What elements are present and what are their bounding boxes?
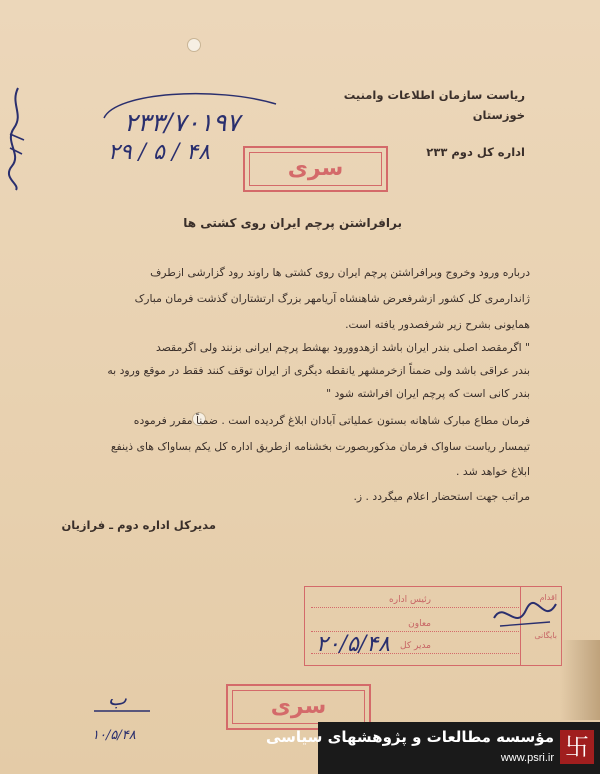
header-org: ریاست سازمان اطلاعات وامنیت [343, 88, 525, 102]
routing-label-deputy: معاون [408, 619, 431, 629]
header-province: خوزستان [472, 108, 525, 122]
watermark-url: www.psri.ir [500, 752, 554, 764]
body-line-2: ژاندارمری کل کشور ازشرفعرض شاهنشاه آریامهر بزرگ ارتشتاران گذشت فرمان مبارک [134, 292, 530, 305]
body-line-10: مراتب جهت استحضار اعلام میگردد . ز. [353, 490, 530, 503]
punch-hole-top [187, 38, 201, 52]
routing-side-archive: بایگانی [534, 631, 557, 640]
header-department: اداره کل دوم ۲۳۳ [426, 145, 525, 159]
secret-stamp-top-text: سری [287, 156, 344, 181]
initial-underline [92, 706, 152, 716]
body-line-8: تیمسار ریاست ساواک فرمان مذکوربصورت بخشنامه ازطریق اداره کل یکم بساواک های ذینفع [110, 440, 530, 453]
watermark-bar [265, 722, 600, 774]
secret-stamp-top [243, 146, 388, 192]
handwritten-date: ۲۹ / ۵ / ۴۸ [108, 140, 210, 165]
body-line-6: بندر کانی است که پرچم ایران افراشته شود " [326, 387, 530, 400]
body-line-9: ابلاغ خواهد شد . [456, 465, 530, 478]
routing-signature-scribble [490, 596, 560, 636]
handwritten-ref-number: ۲۳۳/۷۰۱۹۷ [124, 108, 240, 137]
torn-edge [560, 640, 600, 720]
subject-line: برافراشتن پرچم ایران روی کشتی ها [183, 216, 402, 230]
margin-scribble [4, 84, 30, 194]
body-line-1: درباره ورود وخروج وبرافراشتن پرچم ایران روی کشتی ها راوند رود گزارشی ازطرف [150, 266, 530, 279]
body-line-3: همایونی بشرح زیر شرفصدور یافته است. [345, 318, 530, 331]
body-line-5: بندر عراقی باشد ولی ضمناً ازخرمشهر یانقطه دیگری از ایران توقف کنند فقط در موقع ورود به [107, 364, 530, 377]
routing-handwritten-date: ۲۰/۵/۴۸ [316, 632, 390, 657]
body-line-7: فرمان مطاع مبارک شاهانه بستون عملیاتی آبادان ابلاغ گردیده است . ضمناً مقرر فرموده [133, 414, 530, 427]
handwritten-initial: ب [108, 686, 127, 710]
institute-logo-icon: 卐 [560, 730, 594, 764]
watermark-title: مؤسسه مطالعات و پژوهشهای سیاسی [265, 728, 554, 746]
secret-stamp-bottom-text: سری [270, 694, 327, 719]
routing-side-action: اقدام [539, 593, 557, 602]
body-line-4: " اگرمقصد اصلی بندر ایران باشد ازهدوورود بهشط پرچم ایرانی بزنند ولی اگرمقصد [156, 341, 530, 354]
signature-line: مدیرکل اداره دوم ـ فرازیان [61, 518, 216, 532]
handwritten-footer-note: ۱۰/۵/۴۸ [92, 728, 136, 743]
routing-label-director: مدیر کل [400, 641, 431, 651]
routing-label-head: رئیس اداره [389, 595, 431, 605]
